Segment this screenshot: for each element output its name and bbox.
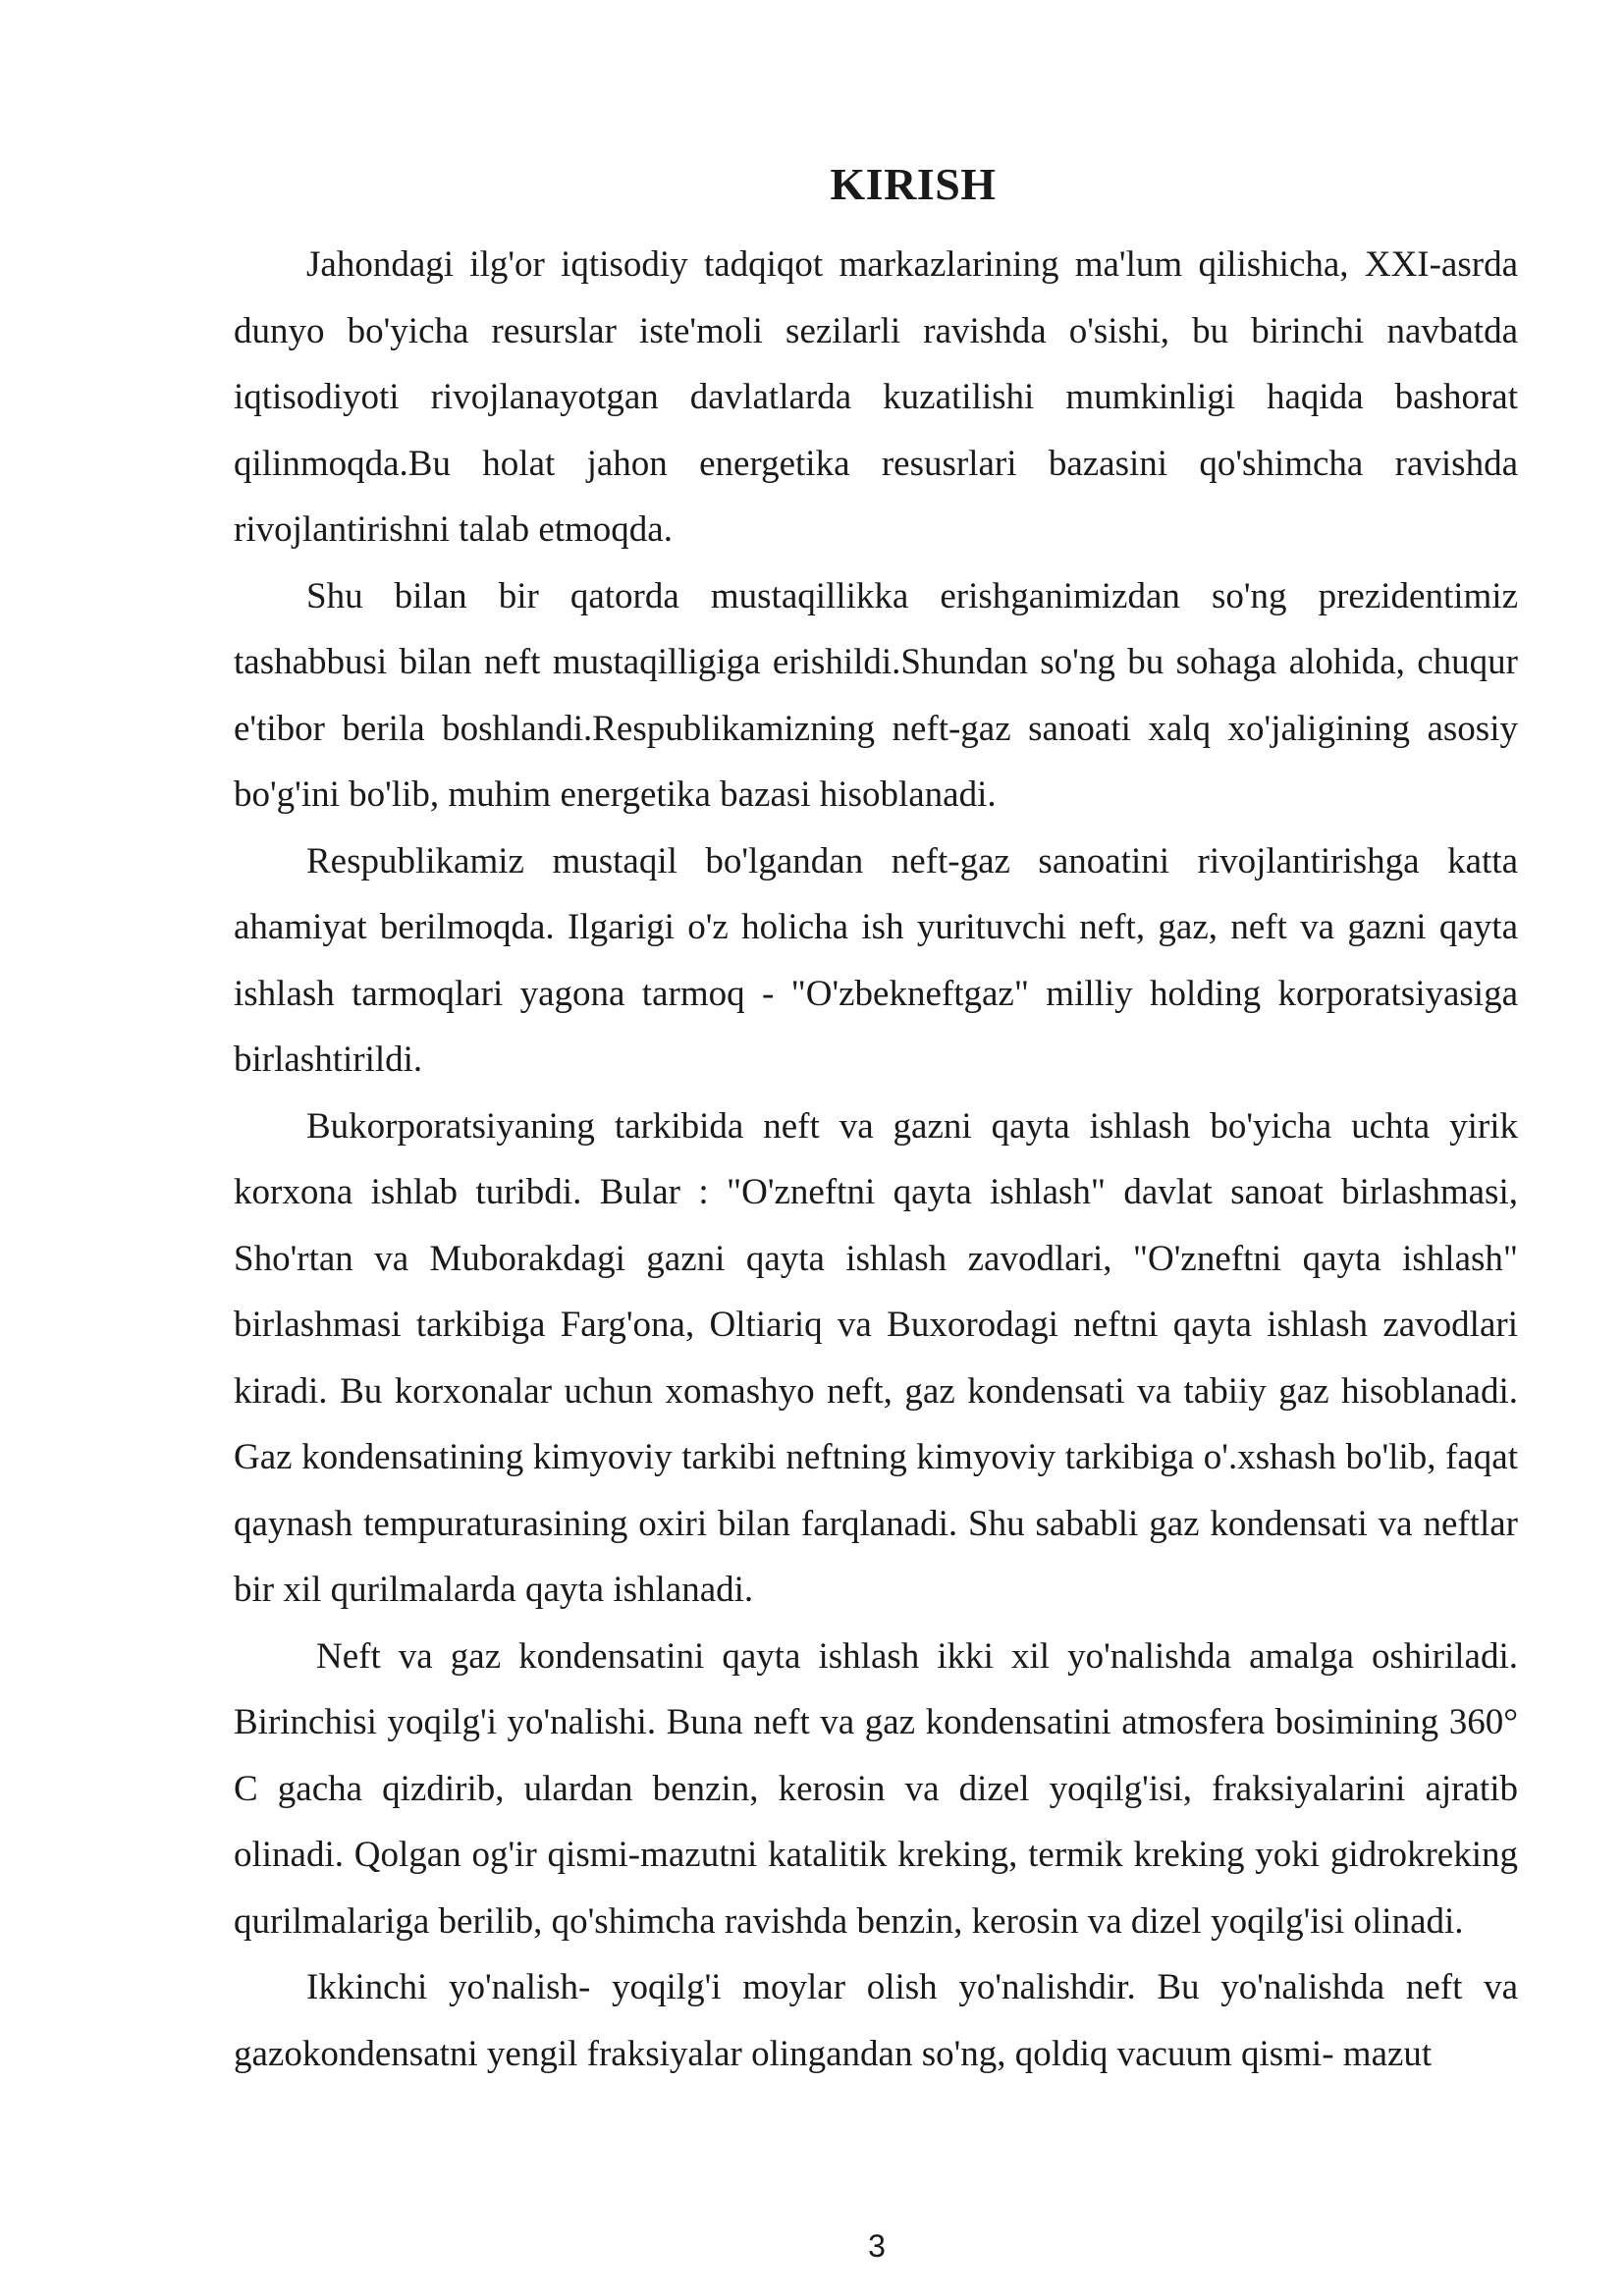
paragraph-6: Ikkinchi yo'nalish- yoqilg'i moylar olish yo'nalishdir. Bu yo'nalishda neft va gazokondensatni yengil fraksiyalar olingandan so'ng, qoldiq vacuum qismi- mazut — [234, 1967, 1518, 2074]
paragraph-3: Respublikamiz mustaqil bo'lgandan neft-gaz sanoatini rivojlantirishga katta ahamiyat berilmoqda. Ilgarigi o'z holicha ish yurituvchi neft, gaz, neft va gazni qayta ishlash tarmoqlari yagona tarmoq - "O'zbekneftgaz" milliy holding korporatsiyasiga birlashtirildi. — [234, 840, 1518, 1080]
paragraph-5: Neft va gaz kondensatini qayta ishlash ikki xil yo'nalishda amalga oshiriladi. Birinchisi yoqilg'i yo'nalishi. Buna neft va gaz kondensatini atmosfera bosimining 360° C gacha qizdirib, ulardan benzin, kerosin va dizel yoqilg'isi, fraksiyalarini ajratib olinadi. Qolgan og'ir qismi-mazutni katalitik kreking, termik kreking yoki gidrokreking qurilmalariga berilib, qo'shimcha ravishda benzin, kerosin va dizel yoqilg'isi olinadi. — [234, 1635, 1518, 1942]
page-number: 3 — [868, 2228, 886, 2264]
page-title: KIRISH — [830, 159, 997, 209]
paragraph-2: Shu bilan bir qatorda mustaqillikka erishganimizdan so'ng prezidentimiz tashabbusi bilan neft mustaqilligiga erishildi.Shundan so'ng bu sohaga alohida, chuqur e'tibor berila boshlandi.Respublikamizning neft-gaz sanoati xalq xo'jaligining asosiy bo'g'ini bo'lib, muhim energetika bazasi hisoblanadi. — [234, 575, 1518, 815]
paragraph-1: Jahondagi ilg'or iqtisodiy tadqiqot markazlarining ma'lum qilishicha, XXI-asrda dunyo bo'yicha resurslar iste'moli sezilarli ravishda o'sishi, bu birinchi navbatda iqtisodiyoti rivojlanayotgan davlatlarda kuzatilishi mumkinligi haqida bashorat qilinmoqda.Bu holat jahon energetika resusrlari bazasini qo'shimcha ravishda rivojlantirishni talab etmoqda. — [234, 244, 1518, 550]
body-text — [234, 232, 1518, 2087]
paragraph-4: Bukorporatsiyaning tarkibida neft va gazni qayta ishlash bo'yicha uchta yirik korxona ishlab turibdi. Bular : "O'zneftni qayta ishlash" davlat sanoat birlashmasi, Sho'rtan va Muborakdagi gazni qayta ishlash zavodlari, "O'zneftni qayta ishlash" birlashmasi tarkibiga Farg'ona, Oltiariq va Buxorodagi neftni qayta ishlash zavodlari kiradi. Bu korxonalar uchun xomashyo neft, gaz kondensati va tabiiy gaz hisoblanadi. Gaz kondensatining kimyoviy tarkibi neftning kimyoviy tarkibiga o'.xshash bo'lib, faqat qaynash tempuraturasining oxiri bilan farqlanadi. Shu sababli gaz kondensati va neftlar bir xil qurilmalarda qayta ishlanadi. — [234, 1105, 1518, 1610]
